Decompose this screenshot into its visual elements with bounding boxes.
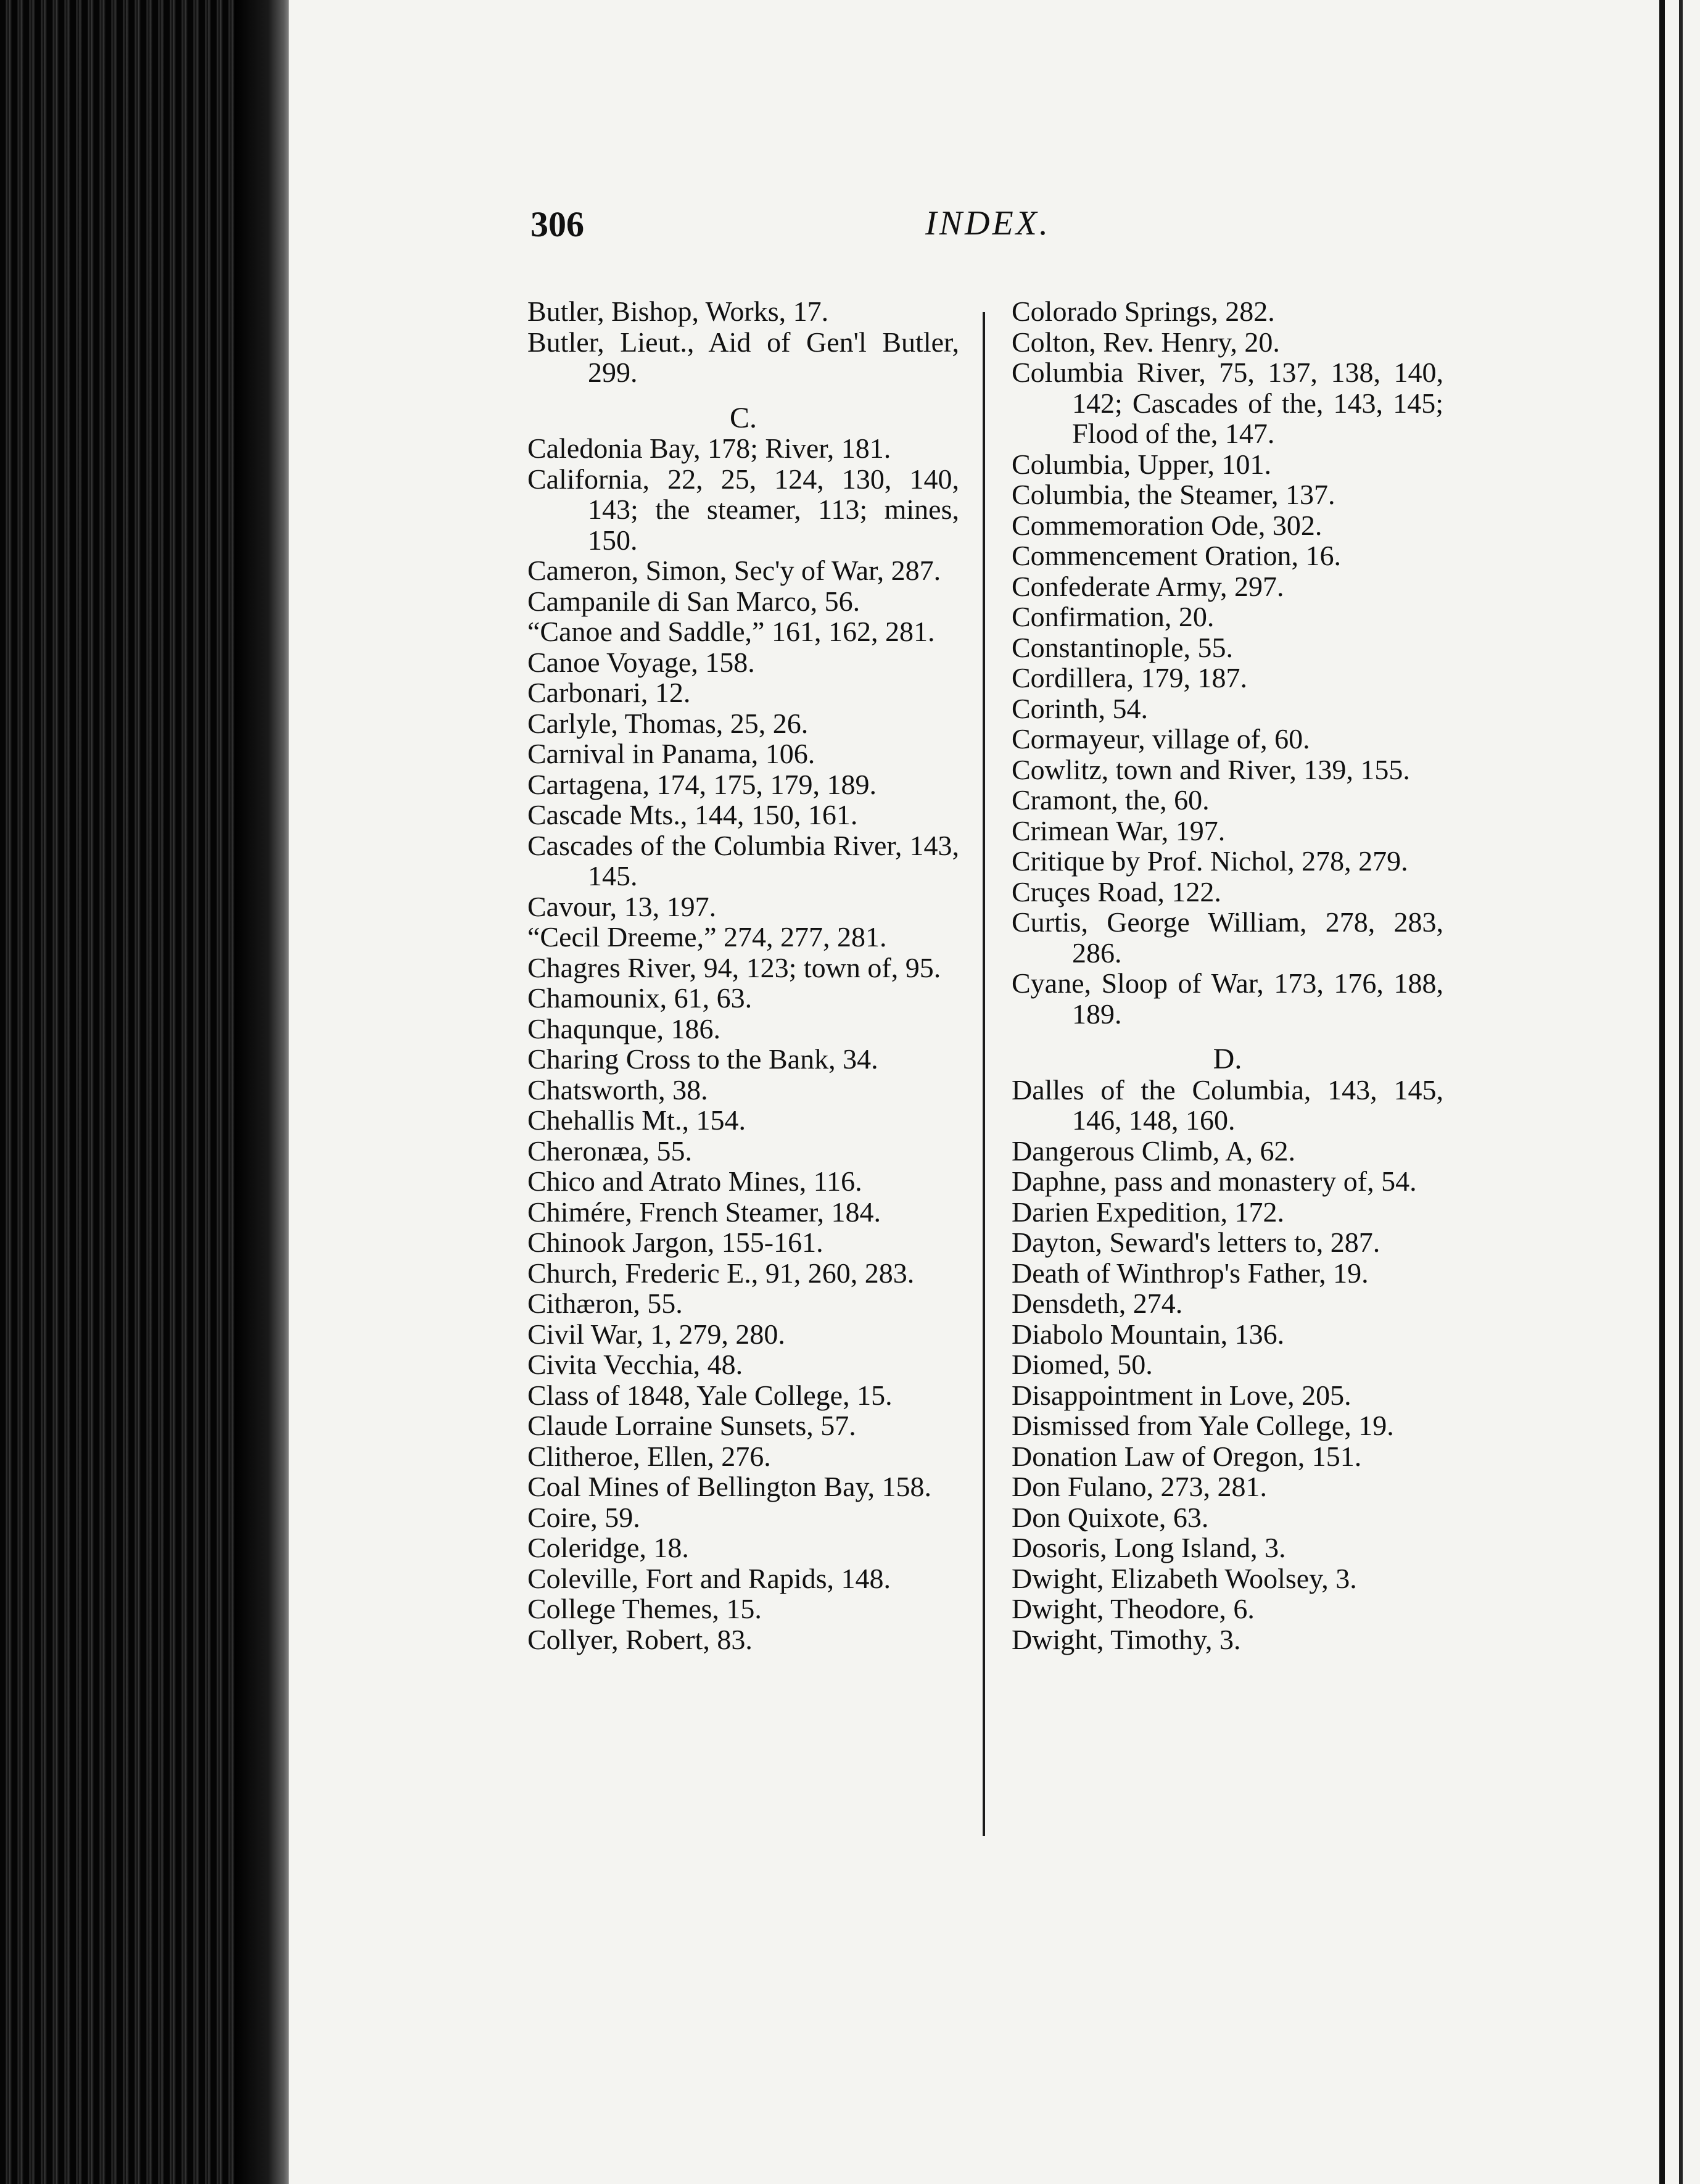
index-entry: “Canoe and Saddle,” 161, 162, 281. bbox=[527, 616, 935, 647]
index-entry: Dismissed from Yale College, 19. bbox=[1012, 1410, 1394, 1441]
index-entry: Dosoris, Long Island, 3. bbox=[1012, 1532, 1286, 1563]
index-columns bbox=[527, 296, 1453, 1863]
index-entry: Cordillera, 179, 187. bbox=[1012, 662, 1247, 693]
index-entry: Diomed, 50. bbox=[1012, 1349, 1153, 1380]
index-entry: Darien Expedition, 172. bbox=[1012, 1196, 1285, 1228]
index-entry: “Cecil Dreeme,” 274, 277, 281. bbox=[527, 921, 887, 953]
index-entry: Coire, 59. bbox=[527, 1501, 640, 1533]
index-entry: Corinth, 54. bbox=[1012, 692, 1149, 724]
index-entry: Dalles of the Columbia, 143, 145, 146, 148, 160. bbox=[1012, 1073, 1443, 1136]
index-entry: Don Fulano, 273, 281. bbox=[1012, 1471, 1267, 1502]
index-entry: Carlyle, Thomas, 25, 26. bbox=[527, 707, 809, 739]
index-entry: Chagres River, 94, 123; town of, 95. bbox=[527, 951, 941, 983]
index-entry: Cameron, Simon, Sec'y of War, 287. bbox=[527, 555, 941, 586]
index-entry: College Themes, 15. bbox=[527, 1593, 762, 1624]
index-entry: Chaqunque, 186. bbox=[527, 1012, 721, 1044]
index-entry: Chamounix, 61, 63. bbox=[527, 982, 753, 1014]
index-entry: Daphne, pass and monastery of, 54. bbox=[1012, 1165, 1417, 1197]
index-entry: Colton, Rev. Henry, 20. bbox=[1012, 326, 1280, 358]
index-entry: Dayton, Seward's letters to, 287. bbox=[1012, 1226, 1380, 1258]
index-entry: Commencement Oration, 16. bbox=[1012, 540, 1341, 571]
index-entry: Densdeth, 274. bbox=[1012, 1288, 1183, 1319]
index-entry: Dwight, Elizabeth Woolsey, 3. bbox=[1012, 1562, 1357, 1594]
index-entry: Clitheroe, Ellen, 276. bbox=[527, 1440, 771, 1472]
index-entry: Cithæron, 55. bbox=[527, 1288, 683, 1319]
index-entry: Constantinople, 55. bbox=[1012, 631, 1234, 663]
index-entry: Class of 1848, Yale College, 15. bbox=[527, 1379, 893, 1411]
index-entry: Carbonari, 12. bbox=[527, 677, 691, 708]
index-entry: Cormayeur, village of, 60. bbox=[1012, 723, 1310, 755]
index-entry: Columbia, Upper, 101. bbox=[1012, 448, 1272, 480]
letter-heading: D. bbox=[1213, 1043, 1242, 1075]
index-entry: Colorado Springs, 282. bbox=[1012, 296, 1275, 327]
index-entry: Church, Frederic E., 91, 260, 283. bbox=[527, 1257, 915, 1289]
index-entry: Cheronæa, 55. bbox=[527, 1135, 693, 1167]
index-entry: Civita Vecchia, 48. bbox=[527, 1349, 743, 1380]
letter-heading: C. bbox=[729, 401, 757, 434]
book-binding bbox=[0, 0, 296, 2184]
index-entry: Butler, Lieut., Aid of Gen'l Butler, 299. bbox=[527, 326, 959, 388]
index-entry: Confederate Army, 297. bbox=[1012, 570, 1284, 602]
page-header bbox=[530, 204, 1443, 253]
index-entry: Cowlitz, town and River, 139, 155. bbox=[1012, 753, 1410, 785]
index-entry: Cyane, Sloop of War, 173, 176, 188, 189. bbox=[1012, 967, 1443, 1030]
index-entry: Confirmation, 20. bbox=[1012, 601, 1215, 632]
index-column-left bbox=[527, 296, 959, 1655]
index-entry: Coleridge, 18. bbox=[527, 1532, 689, 1563]
index-entry: Dangerous Climb, A, 62. bbox=[1012, 1135, 1295, 1167]
index-entry: Columbia, the Steamer, 137. bbox=[1012, 479, 1335, 510]
index-entry: Caledonia Bay, 178; River, 181. bbox=[527, 432, 891, 464]
index-entry: Carnival in Panama, 106. bbox=[527, 738, 815, 769]
index-entry: Disappointment in Love, 205. bbox=[1012, 1379, 1351, 1411]
running-head: INDEX. bbox=[925, 204, 1050, 242]
column-divider bbox=[983, 312, 985, 1836]
index-entry: Cascades of the Columbia River, 143, 145. bbox=[527, 829, 959, 891]
index-entry: Chico and Atrato Mines, 116. bbox=[527, 1165, 862, 1197]
index-entry: Butler, Bishop, Works, 17. bbox=[527, 296, 829, 327]
index-entry: Dwight, Timothy, 3. bbox=[1012, 1623, 1241, 1655]
index-entry: Diabolo Mountain, 136. bbox=[1012, 1318, 1285, 1350]
index-entry: Cartagena, 174, 175, 179, 189. bbox=[527, 768, 877, 800]
page-edge bbox=[1659, 0, 1700, 2184]
index-column-right bbox=[1012, 296, 1443, 1655]
index-entry: Chinook Jargon, 155-161. bbox=[527, 1226, 823, 1258]
index-entry: Commemoration Ode, 302. bbox=[1012, 509, 1322, 541]
index-entry: Death of Winthrop's Father, 19. bbox=[1012, 1257, 1369, 1289]
index-entry: Dwight, Theodore, 6. bbox=[1012, 1593, 1255, 1624]
index-entry: Cruçes Road, 122. bbox=[1012, 875, 1221, 908]
index-entry: Coleville, Fort and Rapids, 148. bbox=[527, 1562, 891, 1594]
index-entry: Cavour, 13, 197. bbox=[527, 890, 717, 922]
index-entry: Columbia River, 75, 137, 138, 140, 142; Cascades of the, 143, 145; Flood of the, 147. bbox=[1012, 357, 1443, 449]
index-entry: Donation Law of Oregon, 151. bbox=[1012, 1440, 1362, 1472]
index-entry: Canoe Voyage, 158. bbox=[527, 646, 755, 678]
page-number: 306 bbox=[530, 204, 584, 244]
index-entry: Curtis, George William, 278, 283, 286. bbox=[1012, 906, 1443, 969]
index-entry: Collyer, Robert, 83. bbox=[527, 1623, 753, 1655]
index-entry: Claude Lorraine Sunsets, 57. bbox=[527, 1410, 856, 1441]
index-entry: Charing Cross to the Bank, 34. bbox=[527, 1043, 878, 1075]
index-entry: Chimére, French Steamer, 184. bbox=[527, 1196, 881, 1228]
index-entry: Don Quixote, 63. bbox=[1012, 1501, 1209, 1533]
index-entry: Crimean War, 197. bbox=[1012, 814, 1226, 846]
index-entry: Chehallis Mt., 154. bbox=[527, 1104, 746, 1136]
index-entry: Critique by Prof. Nichol, 278, 279. bbox=[1012, 845, 1408, 877]
index-entry: Cramont, the, 60. bbox=[1012, 784, 1210, 816]
index-entry: Civil War, 1, 279, 280. bbox=[527, 1318, 785, 1350]
index-entry: Chatsworth, 38. bbox=[527, 1073, 708, 1106]
index-entry: Cascade Mts., 144, 150, 161. bbox=[527, 799, 858, 830]
index-entry: Coal Mines of Bellington Bay, 158. bbox=[527, 1471, 932, 1502]
index-entry: Campanile di San Marco, 56. bbox=[527, 585, 860, 617]
index-entry: California, 22, 25, 124, 130, 140, 143; the steamer, 113; mines, 150. bbox=[527, 463, 959, 556]
